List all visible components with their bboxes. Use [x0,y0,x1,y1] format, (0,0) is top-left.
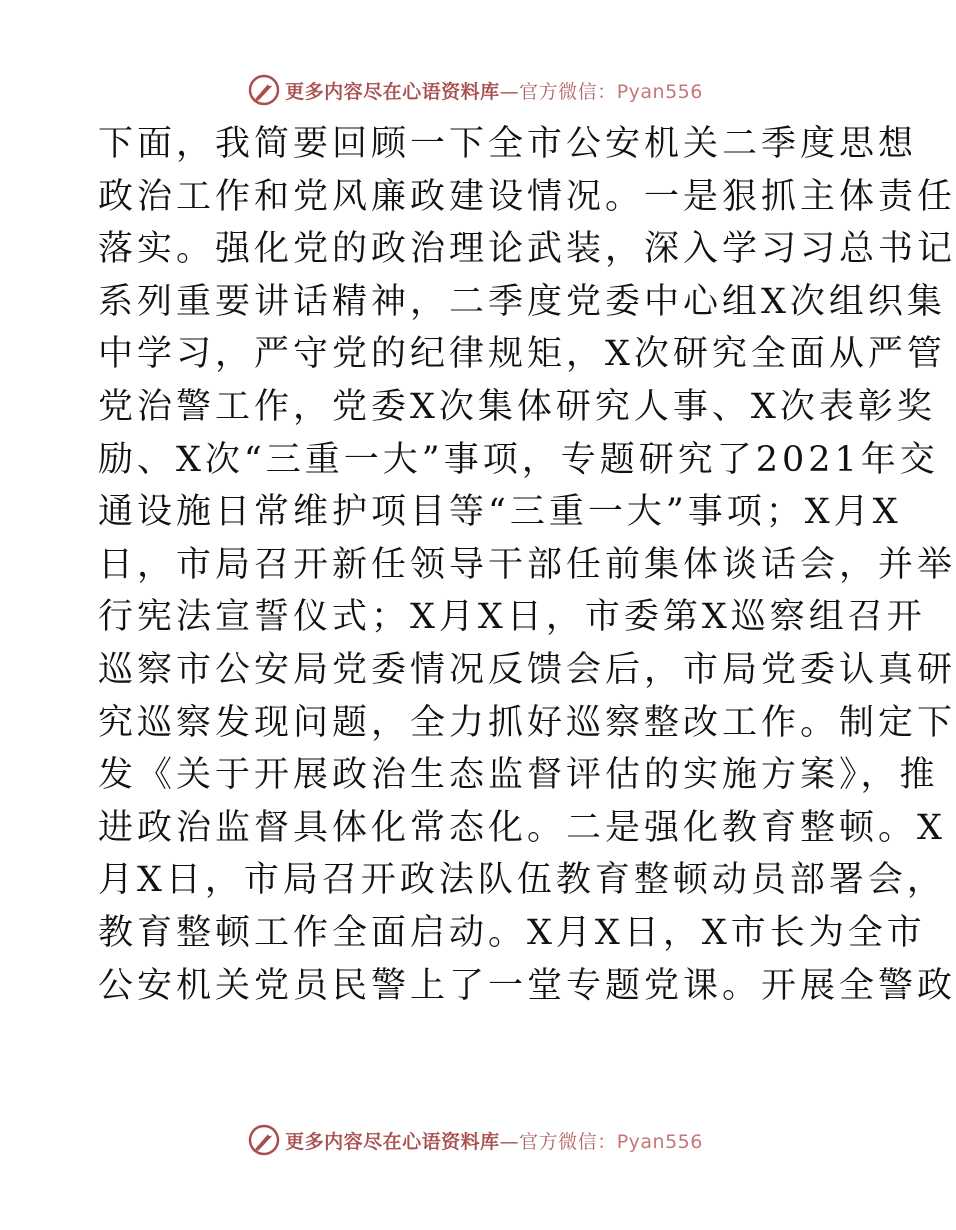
header-watermark [0,70,950,110]
text-line: 究巡察发现问题，全力抓好巡察整改工作。制定下 [98,702,956,743]
text-line: 中学习，严守党的纪律规矩，X次研究全面从严管 [98,334,946,375]
text-line: 月X日，市局召开政法队伍教育整顿动员部署会， [98,860,946,901]
pen-circle-logo-icon [247,1123,281,1157]
document-body [98,118,956,1012]
text-line: 进政治监督具体化常态化。二是强化教育整顿。X [98,807,946,848]
text-line: 行宪法宣誓仪式；X月X日，市委第X巡察组召开 [98,597,926,638]
footer-watermark [0,1120,950,1160]
text-line: 下面，我简要回顾一下全市公安机关二季度思想 [98,124,918,164]
watermark-wechat-id: Pyan556 [616,1130,703,1153]
text-line: 政治工作和党风廉政建设情况。一是狠抓主体责任 [98,176,956,217]
watermark-separator: — [499,80,520,103]
text-line: 励、X次“三重一大”事项，专题研究了2021年交 [98,439,939,480]
text-line: 落实。强化党的政治理论武装，深入学习习总书记 [98,229,956,270]
text-line: 系列重要讲话精神，二季度党委中心组X次组织集 [98,281,946,322]
watermark-wechat-label: 官方微信： [519,80,617,103]
watermark-library-text: 更多内容尽在心语资料库 [285,1130,500,1153]
text-line: 党治警工作，党委X次集体研究人事、X次表彰奖 [98,386,936,427]
watermark-text [285,1127,703,1154]
watermark-library-text: 更多内容尽在心语资料库 [285,80,500,103]
text-line: 巡察市公安局党委情况反馈会后，市局党委认真研 [98,649,956,690]
watermark-text [285,77,703,104]
pen-circle-logo-icon [247,73,281,107]
text-line: 通设施日常维护项目等“三重一大”事项；X月X [98,492,902,533]
watermark-wechat-label: 官方微信： [519,1130,617,1153]
text-line: 教育整顿工作全面启动。X月X日，X市长为全市 [98,912,926,953]
watermark-separator: — [499,1130,520,1153]
text-line: 公安机关党员民警上了一堂专题党课。开展全警政 [98,965,956,1006]
watermark-wechat-id: Pyan556 [616,80,703,103]
text-line: 日，市局召开新任领导干部任前集体谈话会，并举 [98,544,956,585]
text-line: 发《关于开展政治生态监督评估的实施方案》，推 [98,755,939,796]
